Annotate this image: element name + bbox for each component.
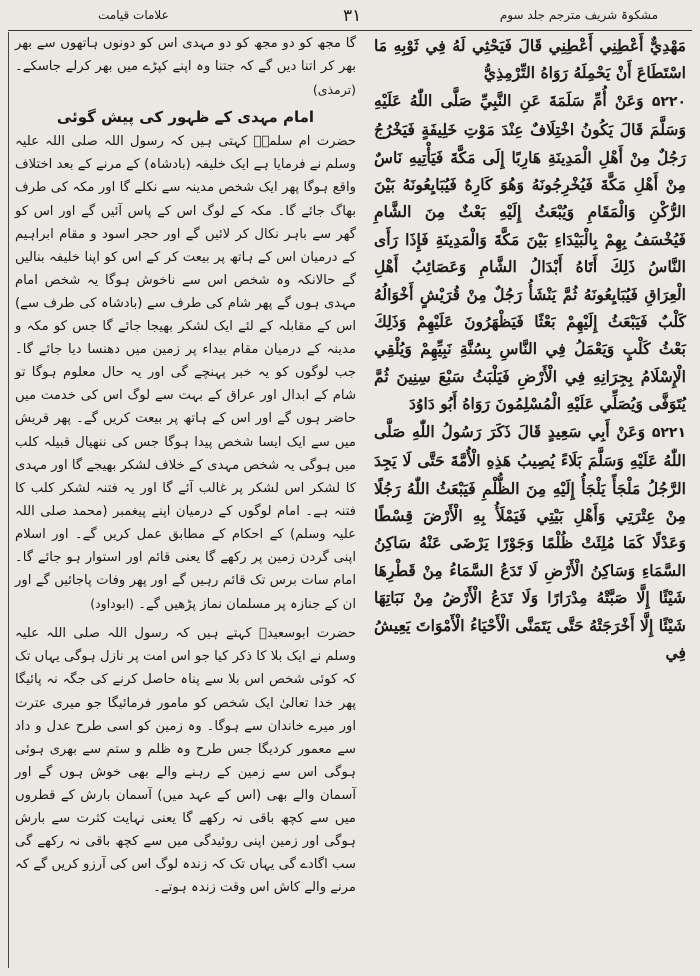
hadith-1-number: ۵۲۲۰ <box>651 93 686 110</box>
urdu-paragraph-1-text: حضرت ام سلمہؓ کہتی ہیں کہ رسول اللہ صلی اللہ علیہ وسلم نے فرمایا ہے ایک خلیفہ (بادشاہ) کے مرنے کے بعد اختلاف واقع ہوگا پھر ایک شخص مدینہ سے نکلے گا اور مکہ کی طرف بھاگ جائے گا۔ مکہ کے لوگ اس کے پاس آئیں گے اور اس کو گھر سے باہر نکال کر لائیں گے اور حجر اسود و مقام ابراہیم کے درمیان اس کے ہاتھ پر بیعت کر کے اس کو اپنا خلیفہ بنالیں گے حالانکہ وہ شخص اس سے ناخوش ہوگا یہ شخص امام مہدی ہوں گے پھر شام کی طرف سے (بادشاہ کی طرف سے) اس کے مقابلہ کے لئے ایک لشکر بھیجا جائے گا جس کو مکہ و مدینہ کے درمیان مقام بیداء پر زمین میں دھنسا دیا جائے گا۔ جب لوگوں کو یہ خبر پہنچے گی اور یہ حال معلوم ہوگا تو شام کے ابدال اور عراق کے بہت سے لوگ اس کی خدمت میں حاضر ہوں گے اور اس کے ہاتھ پر بیعت کریں گے۔ پھر قریش میں سے ایک ایسا شخص پیدا ہوگا جس کی ننھیال قبیلہ کلب میں ہوگی یہ شخص مہدی کے خلاف لشکر بھیجے گا اور مہدی کا لشکر اس لشکر پر غالب آئے گا اور یہ فتنہ لشکر کلب کا فتنہ ہے۔ امام لوگوں کے درمیان اپنے پیغمبر (محمد صلی اللہ علیہ وسلم) کے احکام کے مطابق عمل کریں گے۔ اور اسلام اپنی گردن زمین پر رکھے گا یعنی قائم اور استوار ہو جائے گا۔ امام سات برس تک قائم رہیں گے اور پھر وفات پاجائیں گے اور ان کے جنازہ پر مسلمان نماز پڑھیں گے۔ <box>15 134 356 613</box>
urdu-translation-column <box>8 32 364 968</box>
urdu-paragraph-1-citation: (ابوداود) <box>90 596 135 612</box>
urdu-intro <box>15 32 356 102</box>
section-heading: امام مہدی کے ظہور کی پیش گوئی <box>56 108 315 127</box>
arabic-intro: مَهْدِيٌّ أَعْطِنِي أَعْطِنِي قَالَ فَيَحْثِي لَهُ فِي ثَوْبِهِ مَا اسْتَطَاعَ أَنْ يَحْمِلَهُ رَوَاهُ التِّرْمِذِيُّ <box>374 36 686 83</box>
book-title: مشکوۃ شریف مترجم جلد سوم <box>499 8 658 22</box>
two-column-body <box>8 32 692 968</box>
page-header <box>8 6 692 31</box>
page-number: ۳۱ <box>343 6 362 26</box>
urdu-paragraph-2: حضرت ابوسعیدؓ کہتے ہیں کہ رسول اللہ صلی اللہ علیہ وسلم نے ایک بلا کا ذکر کیا جو اس امت پر نازل ہوگی یہاں تک کہ کوئی شخص اس بلا سے پناہ حاصل کرنے کی جگہ نہ پائیگا پھر خدا تعالیٰ ایک شخص کو مامور فرمائیگا جو میری عترت اور میرے خاندان سے ہوگا۔ وہ زمین کو اسی طرح عدل و داد سے معمور کردیگا جس طرح وہ ظلم و ستم سے بھری ہوئی ہوگی اس سے زمین کے رہنے والے بھی خوش ہوں گے اور آسمان والے بھی (اس کے عہد میں) آسمان بارش کے قطروں میں سے کچھ باقی نہ رکھے گا یعنی نہایت کثرت سے بارش ہوگی اور زمین اپنی روئیدگی میں سے کچھ باقی نہ رکھے گی سب اگادے گی یہاں تک کہ زندہ لوگ اس کی آرزو کریں گے کہ مرنے والے کاش اس وقت زندہ ہوتے۔ <box>15 626 356 896</box>
arabic-hadith-2 <box>374 418 686 667</box>
arabic-text-column <box>364 32 692 968</box>
arabic-hadith-1 <box>374 87 686 418</box>
urdu-paragraph-1 <box>15 130 356 616</box>
chapter-title: علامات قیامت <box>98 8 169 22</box>
arabic-hadith-2-text: وَعَنْ أَبِي سَعِيدٍ قَالَ ذَكَرَ رَسُولُ اللّٰهِ صَلَّى اللّٰهُ عَلَيْهِ وَسَلَّمَ بَلَاءً يُصِيبُ هَذِهِ الْأُمَّةَ حَتَّى لَا يَجِدَ الرَّجُلُ مَلْجَأً يَلْجَأُ إِلَيْهِ مِنَ الظُّلْمِ فَيَبْعَثُ اللّٰهُ رَجُلًا مِنْ عِتْرَتِي وَأَهْلِ بَيْتِي فَيَمْلَأُ بِهِ الْأَرْضَ قِسْطًا وَعَدْلًا كَمَا مُلِئَتْ ظُلْمًا وَجَوْرًا يَرْضَى عَنْهُ سَاكِنُ السَّمَاءِ وَسَاكِنُ الْأَرْضِ لَا تَدَعُ السَّمَاءُ مِنْ قَطْرِهَا شَيْئًا إِلَّا صَبَّتْهُ مِدْرَارًا وَلَا تَدَعُ الْأَرْضُ مِنْ نَبَاتِهَا شَيْئًا إِلَّا أَخْرَجَتْهُ حَتَّى يَتَمَنَّى الْأَحْيَاءُ الْأَمْوَاتَ يَعِيشُ فِي <box>374 421 686 662</box>
urdu-intro-text: گا مجھ کو دو مجھ کو دو مہدی اس کو دونوں ہاتھوں سے بھر بھر کر اتنا دیں گے کہ جتنا وہ اپنے کپڑے میں بھر کرلے جاسکے۔ <box>15 36 356 75</box>
arabic-hadith-1-text: وَعَنْ أُمِّ سَلَمَةَ عَنِ النَّبِيِّ صَلَّى اللّٰهُ عَلَيْهِ وَسَلَّمَ قَالَ يَكُونُ اخْتِلَافٌ عِنْدَ مَوْتِ خَلِيفَةٍ فَيَخْرُجُ رَجُلٌ مِنْ أَهْلِ الْمَدِينَةِ هَارِبًا إِلَى مَكَّةَ فَيَأْتِيهِ نَاسٌ مِنْ أَهْلِ مَكَّةَ فَيُخْرِجُونَهُ وَهُوَ كَارِهٌ فَيُبَايِعُونَهُ بَيْنَ الرُّكْنِ وَالْمَقَامِ وَيُبْعَثُ إِلَيْهِ بَعْثٌ مِنَ الشَّامِ فَيُخْسَفُ بِهِمْ بِالْبَيْدَاءِ بَيْنَ مَكَّةَ وَالْمَدِينَةِ فَإِذَا رَأَى النَّاسُ ذَلِكَ أَتَاهُ أَبْدَالُ الشَّامِ وَعَصَائِبُ أَهْلِ الْعِرَاقِ فَيُبَايِعُونَهُ ثُمَّ يَنْشَأُ رَجُلٌ مِنْ قُرَيْشٍ أَخْوَالُهُ كَلْبٌ فَيَبْعَثُ إِلَيْهِمْ بَعْثًا فَيَظْهَرُونَ عَلَيْهِمْ وَذَلِكَ بَعْثُ كَلْبٍ وَيَعْمَلُ فِي النَّاسِ بِسُنَّةِ نَبِيِّهِمْ وَيُلْقِي الْإِسْلَامُ بِجِرَانِهِ فِي الْأَرْضِ فَيَلْبَثُ سَبْعَ سِنِينَ ثُمَّ يُتَوَفَّى وَيُصَلِّي عَلَيْهِ الْمُسْلِمُونَ رَوَاهُ أَبُو دَاوُدَ <box>374 90 686 414</box>
hadith-2-number: ۵۲۲۱ <box>651 424 686 441</box>
urdu-intro-citation: (ترمذی) <box>312 82 356 98</box>
